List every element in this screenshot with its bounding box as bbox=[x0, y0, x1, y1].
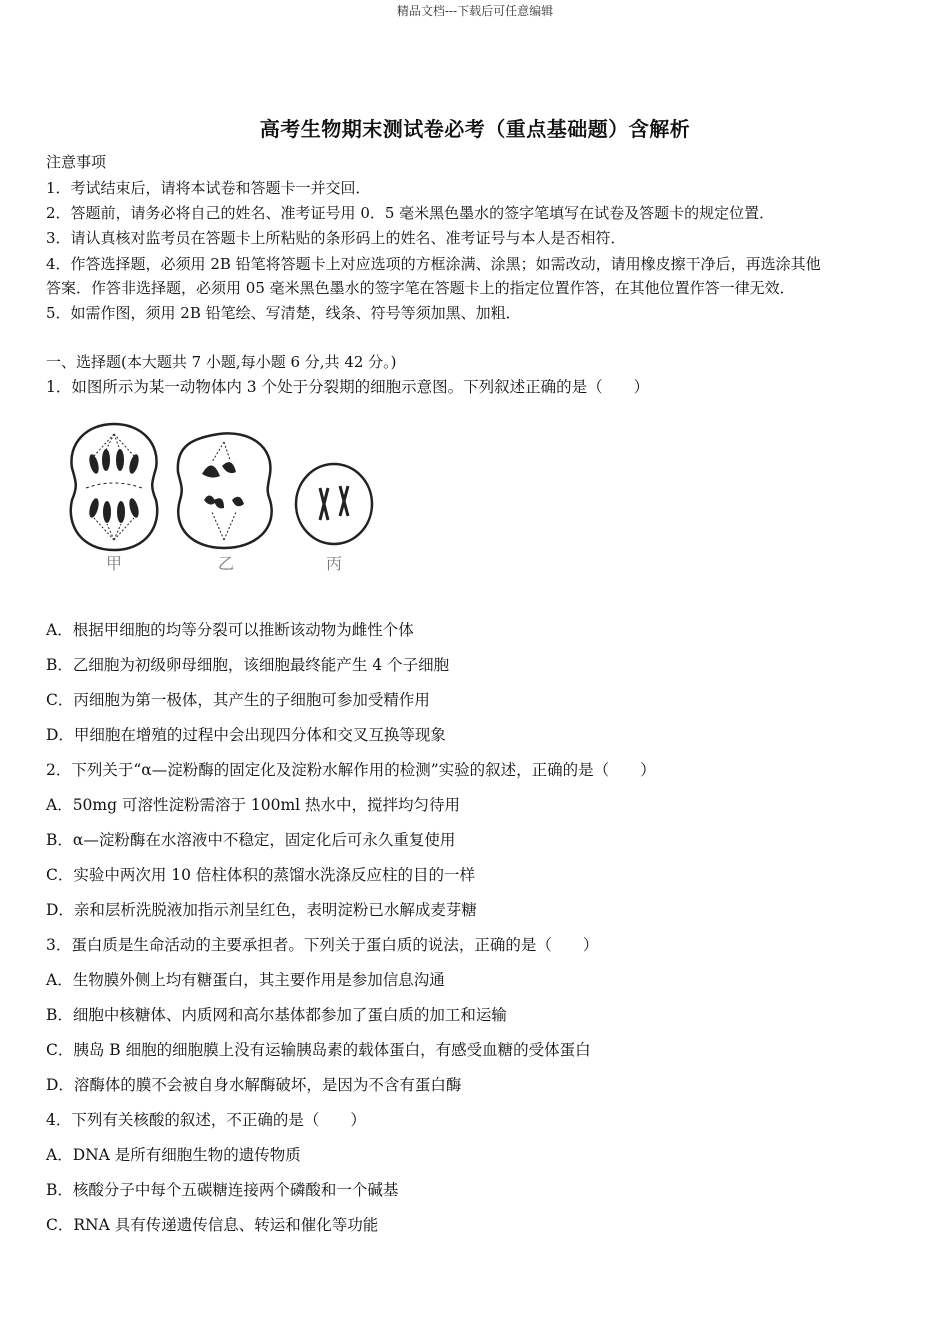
question-4-option-a: A．DNA 是所有细胞生物的遗传物质 bbox=[46, 1146, 301, 1164]
chromosomes-bing bbox=[320, 486, 348, 520]
notice-item-2: 2．答题前，请务必将自己的姓名、准考证号用 0．5 毫米黑色墨水的签字笔填写在试卷及答题卡的规定位置． bbox=[46, 204, 775, 222]
cell-division-figure bbox=[64, 416, 384, 576]
question-3-option-a: A．生物膜外侧上均有糖蛋白，其主要作用是参加信息沟通 bbox=[46, 971, 445, 989]
question-3-option-c: C．胰岛 B 细胞的细胞膜上没有运输胰岛素的载体蛋白，有感受血糖的受体蛋白 bbox=[46, 1041, 591, 1059]
question-1-stem: 1．如图所示为某一动物体内 3 个处于分裂期的细胞示意图。下列叙述正确的是（ ） bbox=[46, 378, 650, 396]
notice-item-3: 3．请认真核对监考员在答题卡上所粘贴的条形码上的姓名、准考证号与本人是否相符． bbox=[46, 229, 626, 247]
notice-item-5: 5．如需作图，须用 2B 铅笔绘、写清楚，线条、符号等须加黑、加粗． bbox=[46, 304, 521, 322]
question-1-option-a: A．根据甲细胞的均等分裂可以推断该动物为雌性个体 bbox=[46, 621, 414, 639]
section-heading: 一、选择题(本大题共 7 小题,每小题 6 分,共 42 分。) bbox=[46, 353, 397, 371]
question-3-option-d: D．溶酶体的膜不会被自身水解酶破坏，是因为不含有蛋白酶 bbox=[46, 1076, 462, 1094]
question-2-option-d: D．亲和层析洗脱液加指示剂呈红色，表明淀粉已水解成麦芽糖 bbox=[46, 901, 477, 919]
question-4-option-b: B．核酸分子中每个五碳糖连接两个磷酸和一个碱基 bbox=[46, 1181, 399, 1199]
figure-label-yi: 乙 bbox=[217, 554, 235, 573]
notice-item-1: 1．考试结束后，请将本试卷和答题卡一并交回． bbox=[46, 179, 371, 197]
question-3-option-b: B．细胞中核糖体、内质网和高尔基体都参加了蛋白质的加工和运输 bbox=[46, 1006, 507, 1024]
page-title: 高考生物期末测试卷必考（重点基础题）含解析 bbox=[259, 117, 691, 141]
chromosomes-jia bbox=[88, 449, 141, 523]
cell-jia bbox=[71, 424, 157, 550]
question-2-option-a: A．50mg 可溶性淀粉需溶于 100ml 热水中，搅拌均匀待用 bbox=[46, 796, 461, 814]
question-3-stem: 3．蛋白质是生命活动的主要承担者。下列关于蛋白质的说法，正确的是（ ） bbox=[46, 936, 599, 954]
figure-label-bing: 丙 bbox=[325, 554, 343, 573]
question-2-stem: 2．下列关于“α—淀粉酶的固定化及淀粉水解作用的检测”实验的叙述，正确的是（ ） bbox=[46, 761, 656, 779]
question-1-option-b: B．乙细胞为初级卵母细胞，该细胞最终能产生 4 个子细胞 bbox=[46, 656, 450, 674]
question-2-option-b: B．α—淀粉酶在水溶液中不稳定，固定化后可永久重复使用 bbox=[46, 831, 456, 849]
cell-bing bbox=[296, 464, 372, 544]
question-4-stem: 4．下列有关核酸的叙述，不正确的是（ ） bbox=[46, 1111, 366, 1129]
question-1-option-d: D．甲细胞在增殖的过程中会出现四分体和交叉互换等现象 bbox=[46, 726, 446, 744]
question-1-option-c: C．丙细胞为第一极体，其产生的子细胞可参加受精作用 bbox=[46, 691, 430, 709]
notice-item-4: 4．作答选择题，必须用 2B 铅笔将答题卡上对应选项的方框涂满、涂黑；如需改动，请用橡皮擦干净后，再选涂其他 bbox=[46, 255, 821, 273]
notice-heading: 注意事项 bbox=[46, 153, 107, 171]
page-header: 精品文档---下载后可任意编辑 bbox=[396, 4, 554, 18]
notice-item-4-cont: 答案．作答非选择题，必须用 05 毫米黑色墨水的签字笔在答题卡上的指定位置作答，在其他位置作答一律无效． bbox=[46, 279, 795, 297]
question-4-option-c: C．RNA 具有传递遗传信息、转运和催化等功能 bbox=[46, 1216, 379, 1234]
question-2-option-c: C．实验中两次用 10 倍柱体积的蒸馏水洗涤反应柱的目的一样 bbox=[46, 866, 475, 884]
figure-label-jia: 甲 bbox=[105, 554, 123, 573]
cell-yi bbox=[178, 433, 272, 548]
chromosomes-yi bbox=[202, 462, 244, 508]
